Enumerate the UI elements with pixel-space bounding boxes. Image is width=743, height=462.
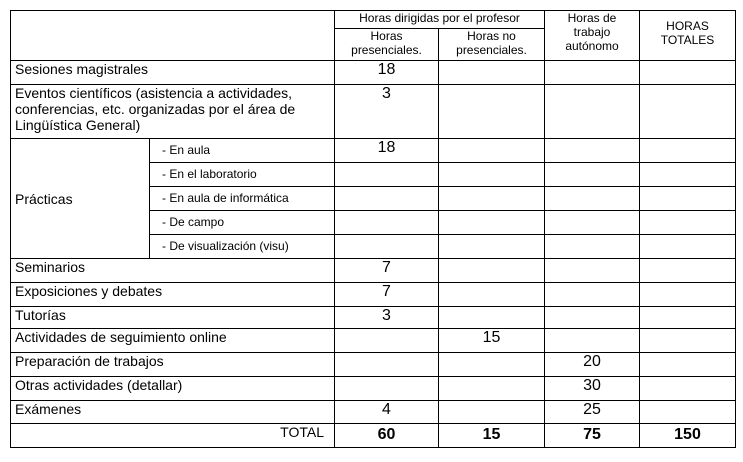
total-label: TOTAL: [11, 424, 335, 448]
cell-preparacion-autonomo: 20: [545, 353, 640, 377]
cell-empty: [439, 139, 545, 163]
sub-label-aula: - En aula: [150, 139, 335, 163]
table-row: [11, 401, 736, 424]
row-label-otras: Otras actividades (detallar): [11, 377, 335, 401]
total-autonomo: 75: [545, 424, 640, 448]
row-label-online: Actividades de seguimiento online: [11, 329, 335, 353]
cell-empty: [545, 187, 640, 211]
sub-label-laboratorio: - En el laboratorio: [150, 163, 335, 187]
cell-examenes-presenciales: 4: [335, 401, 439, 424]
row-label-practicas: Prácticas: [11, 139, 150, 259]
cell-empty: [545, 283, 640, 307]
header-group-label: Horas dirigidas por el profesor: [335, 11, 545, 29]
cell-empty: [545, 61, 640, 85]
cell-empty: [640, 329, 736, 353]
cell-empty: [335, 329, 439, 353]
row-label-sesiones: Sesiones magistrales: [11, 61, 335, 85]
row-label-preparacion: Preparación de trabajos: [11, 353, 335, 377]
table-row: [11, 377, 736, 401]
table-row: [11, 85, 736, 139]
header-no-presenciales: Horas no presenciales.: [439, 29, 545, 61]
table-row: [11, 283, 736, 307]
header-autonomo: Horas de trabajo autónomo: [545, 11, 640, 61]
cell-empty: [439, 235, 545, 259]
cell-sesiones-presenciales: 18: [335, 61, 439, 85]
cell-empty: [335, 187, 439, 211]
cell-empty: [640, 377, 736, 401]
cell-empty: [640, 139, 736, 163]
table-row: [11, 353, 736, 377]
row-label-tutorias: Tutorías: [11, 307, 335, 329]
cell-empty: [545, 307, 640, 329]
total-no-presenciales: 15: [439, 424, 545, 448]
cell-empty: [439, 259, 545, 283]
cell-empty: [640, 211, 736, 235]
cell-seminarios-presenciales: 7: [335, 259, 439, 283]
cell-empty: [545, 163, 640, 187]
cell-empty: [439, 163, 545, 187]
cell-empty: [439, 85, 545, 139]
total-row: [11, 424, 736, 448]
header-empty-cell: [11, 11, 335, 61]
cell-tutorias-presenciales: 3: [335, 307, 439, 329]
cell-empty: [640, 61, 736, 85]
cell-empty: [545, 329, 640, 353]
cell-empty: [439, 401, 545, 424]
table-row: [11, 139, 736, 163]
cell-empty: [640, 307, 736, 329]
table-row: [11, 61, 736, 85]
cell-empty: [545, 235, 640, 259]
sub-label-campo: - De campo: [150, 211, 335, 235]
cell-empty: [640, 187, 736, 211]
cell-empty: [640, 85, 736, 139]
table-row: [11, 307, 736, 329]
hours-table: [10, 10, 736, 448]
cell-otras-autonomo: 30: [545, 377, 640, 401]
header-row-1: [11, 11, 736, 29]
header-presenciales: Horas presenciales.: [335, 29, 439, 61]
cell-empty: [439, 353, 545, 377]
cell-empty: [545, 85, 640, 139]
cell-empty: [640, 259, 736, 283]
cell-eventos-presenciales: 3: [335, 85, 439, 139]
cell-empty: [545, 139, 640, 163]
table-row: [11, 329, 736, 353]
header-totales: HORAS TOTALES: [640, 11, 736, 61]
cell-empty: [335, 377, 439, 401]
cell-empty: [335, 235, 439, 259]
cell-empty: [640, 353, 736, 377]
cell-empty: [640, 401, 736, 424]
cell-empty: [640, 163, 736, 187]
total-presenciales: 60: [335, 424, 439, 448]
cell-empty: [640, 283, 736, 307]
cell-empty: [335, 211, 439, 235]
cell-aula-presenciales: 18: [335, 139, 439, 163]
sub-label-informatica: - En aula de informática: [150, 187, 335, 211]
row-label-seminarios: Seminarios: [11, 259, 335, 283]
sub-label-visualizacion: - De visualización (visu): [150, 235, 335, 259]
cell-empty: [335, 353, 439, 377]
cell-empty: [439, 283, 545, 307]
cell-empty: [335, 163, 439, 187]
cell-empty: [439, 377, 545, 401]
cell-empty: [545, 259, 640, 283]
total-totales: 150: [640, 424, 736, 448]
cell-empty: [640, 235, 736, 259]
table-row: [11, 259, 736, 283]
row-label-examenes: Exámenes: [11, 401, 335, 424]
cell-online-no-presenciales: 15: [439, 329, 545, 353]
cell-empty: [439, 187, 545, 211]
cell-empty: [439, 61, 545, 85]
cell-exposiciones-presenciales: 7: [335, 283, 439, 307]
cell-examenes-autonomo: 25: [545, 401, 640, 424]
row-label-exposiciones: Exposiciones y debates: [11, 283, 335, 307]
row-label-eventos: Eventos científicos (asistencia a actividades, conferencias, etc. organizadas por el área de Lingüística General): [11, 85, 335, 139]
cell-empty: [439, 307, 545, 329]
cell-empty: [545, 211, 640, 235]
cell-empty: [439, 211, 545, 235]
